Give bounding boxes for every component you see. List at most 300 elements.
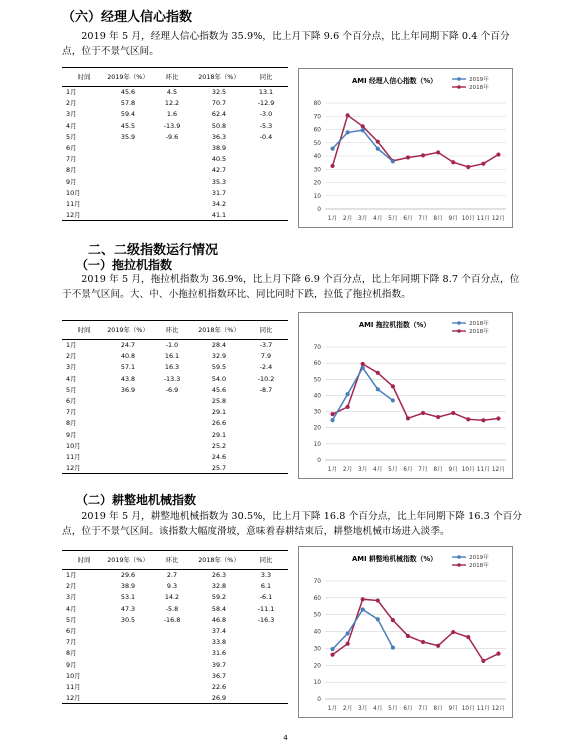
table-cell (150, 176, 194, 187)
table-cell: 41.1 (194, 210, 244, 221)
table-row (62, 659, 288, 670)
table-cell (150, 165, 194, 176)
data-point (330, 653, 334, 657)
data-point (406, 416, 410, 420)
table-cell: 40.8 (120, 352, 136, 361)
table-cell: 1.6 (166, 110, 178, 119)
x-tick-label: 5月 (388, 706, 398, 712)
data-point (451, 160, 455, 164)
table-row (62, 109, 288, 120)
table-cell (150, 429, 194, 440)
col-header: 时间 (62, 551, 106, 570)
table-cell: 11月 (66, 199, 81, 208)
data-point (376, 140, 380, 144)
table-cell: 6月 (66, 397, 77, 406)
table-cell: 33.8 (211, 638, 227, 647)
table-row (62, 142, 288, 153)
table-cell: 31.7 (211, 188, 227, 197)
y-tick-label: 80 (313, 101, 321, 107)
table-cell: 36.7 (211, 671, 227, 680)
table-cell: -12.9 (257, 99, 275, 108)
table-cell: 12.2 (164, 99, 180, 108)
table-cell (244, 395, 288, 406)
table-cell: -3.7 (259, 341, 273, 350)
table-row (62, 98, 288, 109)
data-point (361, 124, 365, 128)
x-tick-label: 1月 (327, 216, 338, 222)
table-cell: 34.2 (211, 199, 227, 208)
table-row (62, 463, 288, 474)
table-cell: 35.3 (211, 177, 227, 186)
table-cell: 4月 (66, 121, 77, 130)
table-cell: 40.5 (211, 155, 227, 164)
data-point (496, 416, 500, 420)
legend-marker (457, 555, 461, 559)
data-point (391, 384, 395, 388)
table-row (62, 395, 288, 406)
table-cell (106, 670, 150, 681)
x-tick-label: 8月 (433, 467, 443, 473)
y-tick-label: 40 (313, 154, 321, 160)
col-header: 2019年（%） (106, 321, 150, 340)
table-row (62, 340, 288, 351)
data-point (346, 642, 350, 646)
table-cell (150, 154, 194, 165)
data-point (391, 618, 395, 622)
table-cell (244, 681, 288, 692)
table-cell: 5月 (66, 385, 77, 394)
table-cell (106, 210, 150, 221)
x-tick-label: 10月 (461, 706, 475, 712)
table-cell: 26.9 (194, 693, 244, 704)
data-point (496, 652, 500, 656)
table-cell: -0.4 (259, 132, 273, 141)
table-cell: 59.4 (120, 110, 136, 119)
table-cell: 47.3 (120, 604, 136, 613)
table-row (62, 165, 288, 176)
x-tick-label: 11月 (476, 216, 490, 222)
table-cell: 11月 (66, 452, 81, 461)
col-header: 2018年（%） (194, 68, 244, 87)
table-cell: 7月 (66, 408, 77, 417)
table-cell: 16.3 (164, 363, 180, 372)
table-cell: 38.9 (211, 144, 227, 153)
data-point (346, 405, 350, 409)
table-cell: 8月 (66, 649, 77, 658)
x-tick-label: 12月 (491, 216, 506, 222)
col-header: 同比 (244, 321, 288, 340)
chart-manager-confidence (298, 68, 513, 228)
legend-marker (457, 321, 461, 325)
y-tick-label: 10 (313, 680, 321, 687)
table-row (62, 87, 288, 98)
table-cell (106, 142, 150, 153)
table-cell: 10月 (66, 441, 81, 450)
table-row (62, 603, 288, 614)
table-cell: 59.2 (211, 593, 227, 602)
table-cell (150, 440, 194, 451)
table-row (62, 362, 288, 373)
data-point (466, 635, 470, 639)
y-tick-label: 30 (313, 167, 321, 174)
table-cell (106, 693, 150, 704)
table-cell: -6.9 (165, 385, 179, 394)
table-cell: 57.8 (120, 99, 136, 108)
table-cell (244, 154, 288, 165)
table-cell: 22.6 (211, 682, 227, 691)
table-row (62, 187, 288, 198)
x-tick-label: 11月 (476, 706, 490, 712)
y-tick-label: 70 (313, 579, 321, 585)
table-cell: 3月 (66, 593, 77, 602)
legend-marker (457, 85, 461, 89)
chart-svg (299, 69, 514, 229)
y-tick-label: 20 (313, 180, 321, 187)
table-cell: 6.1 (260, 582, 272, 591)
col-header: 时间 (62, 68, 106, 87)
data-point (451, 630, 455, 634)
table-cell: 29.6 (120, 571, 136, 580)
table-cell: 62.4 (211, 110, 227, 119)
data-point (391, 398, 395, 402)
chart-tractor (298, 312, 513, 479)
table-row (62, 429, 288, 440)
table-tractor (62, 320, 288, 474)
x-tick-label: 4月 (373, 467, 383, 473)
table-cell: -1.0 (165, 341, 179, 350)
data-point (361, 597, 365, 601)
x-tick-label: 3月 (357, 467, 368, 473)
x-tick-label: 6月 (403, 216, 413, 222)
table-cell: 1月 (66, 88, 77, 97)
table-cell (106, 154, 150, 165)
x-tick-label: 1月 (327, 467, 338, 473)
table-cell: 12月 (62, 210, 106, 221)
data-point (376, 617, 380, 621)
y-tick-label: 50 (313, 140, 321, 147)
x-tick-label: 4月 (373, 216, 383, 222)
table-cell: 2月 (66, 99, 77, 108)
table-row (62, 681, 288, 692)
x-tick-label: 9月 (448, 467, 458, 473)
table-cell (244, 659, 288, 670)
table-cell: 3月 (66, 110, 77, 119)
col-header: 2019年（%） (106, 68, 150, 87)
table-cell (106, 418, 150, 429)
data-point (376, 598, 380, 602)
x-tick-label: 5月 (388, 467, 398, 473)
data-point (421, 411, 425, 415)
table-cell: 9.3 (166, 582, 178, 591)
table-cell: 6月 (66, 144, 77, 153)
y-tick-label: 30 (313, 646, 321, 653)
table-cell: 16.1 (164, 352, 180, 361)
table-cell (150, 625, 194, 636)
table-cell: 24.6 (211, 452, 227, 461)
section-heading-tillage: （二）耕整地机械指数 (76, 493, 197, 507)
table-cell: 70.7 (211, 99, 227, 108)
col-header: 2018年（%） (194, 321, 244, 340)
table-cell: -13.9 (163, 121, 181, 130)
table-cell (106, 165, 150, 176)
table-cell (244, 176, 288, 187)
x-tick-label: 9月 (448, 216, 458, 222)
table-row (62, 198, 288, 209)
table-cell: 26.3 (211, 571, 227, 580)
table-row (62, 373, 288, 384)
chart-title: AMI 拖拉机指数（%） (358, 321, 431, 329)
x-tick-label: 9月 (448, 706, 458, 712)
part-heading: 二、二级指数运行情况 (88, 243, 219, 258)
col-header: 2018年（%） (194, 551, 244, 570)
table-row (62, 637, 288, 648)
table-row (62, 131, 288, 142)
table-cell: 13.1 (258, 88, 274, 97)
table-cell (150, 648, 194, 659)
chart-tillage (298, 546, 513, 718)
y-tick-label: 50 (313, 612, 321, 619)
data-point (330, 146, 334, 150)
table-cell: 9月 (66, 660, 77, 669)
table-cell: 6月 (66, 627, 77, 636)
table-cell (244, 407, 288, 418)
table-cell: 28.4 (211, 341, 227, 350)
table-cell: 1月 (66, 341, 77, 350)
table-cell (150, 142, 194, 153)
table-cell (150, 681, 194, 692)
legend-label: 2019年 (469, 555, 489, 561)
table-cell (150, 418, 194, 429)
table-cell: 10月 (66, 188, 81, 197)
col-header: 环比 (150, 551, 194, 570)
table-cell (244, 451, 288, 462)
x-tick-label: 2月 (342, 467, 353, 473)
table-cell: 7.9 (260, 352, 272, 361)
table-cell: 36.9 (120, 385, 136, 394)
table-cell (244, 463, 288, 474)
table-cell: 4.5 (166, 88, 178, 97)
table-cell (106, 637, 150, 648)
data-point (361, 366, 365, 370)
x-tick-label: 12月 (491, 706, 506, 712)
data-point (376, 147, 380, 151)
table-cell (150, 659, 194, 670)
legend-label: 2018年 (469, 85, 489, 91)
chart-title: AMI 耕整地机械指数（%） (352, 555, 437, 563)
data-point (346, 113, 350, 117)
data-point (391, 159, 395, 163)
x-tick-label: 8月 (433, 216, 443, 222)
table-cell: 2月 (66, 582, 77, 591)
y-tick-label: 10 (313, 441, 321, 448)
legend-label: 2018年 (469, 329, 489, 335)
data-point (330, 647, 334, 651)
table-cell: -8.7 (259, 385, 273, 394)
y-tick-label: 20 (313, 663, 321, 670)
series-line (333, 368, 393, 420)
x-tick-label: 7月 (418, 216, 428, 222)
x-tick-label: 4月 (373, 706, 383, 712)
table-cell (244, 418, 288, 429)
table-row (62, 407, 288, 418)
table-row (62, 581, 288, 592)
table-cell (244, 187, 288, 198)
col-header: 同比 (244, 68, 288, 87)
data-point (361, 607, 365, 611)
data-point (481, 162, 485, 166)
data-point (376, 371, 380, 375)
table-cell (244, 165, 288, 176)
table-cell: 7月 (66, 638, 77, 647)
table-cell: 24.7 (120, 341, 136, 350)
table-row (62, 592, 288, 603)
section-heading-manager-confidence: （六）经理人信心指数 (62, 10, 193, 25)
table-cell: 38.9 (120, 582, 136, 591)
table-cell (106, 625, 150, 636)
table-cell: 29.1 (211, 408, 227, 417)
legend-marker (457, 329, 461, 333)
table-row (62, 210, 288, 221)
table-cell: -5.8 (165, 604, 179, 613)
table-cell: 25.8 (211, 397, 227, 406)
legend-marker (457, 77, 461, 81)
data-point (436, 150, 440, 154)
y-tick-label: 40 (313, 629, 321, 636)
table-tillage (62, 550, 288, 704)
table-cell: 30.5 (120, 615, 136, 624)
table-cell (150, 670, 194, 681)
x-tick-label: 10月 (461, 467, 475, 473)
y-tick-label: 60 (313, 595, 321, 602)
data-point (436, 415, 440, 419)
table-cell: 45.5 (120, 121, 136, 130)
data-point (406, 155, 410, 159)
table-row (62, 693, 288, 704)
data-point (346, 631, 350, 635)
x-tick-label: 11月 (476, 467, 490, 473)
table-cell: 4月 (66, 604, 77, 613)
table-cell (244, 670, 288, 681)
table-cell: 2.7 (166, 571, 178, 580)
table-cell (106, 451, 150, 462)
table-cell (244, 625, 288, 636)
table-row (62, 351, 288, 362)
paragraph-manager-confidence: 2019 年 5 月，经理人信心指数为 35.9%，比上月下降 9.6 个百分点，比上年同期下降 0.4 个百分点，位于不景气区间。 (62, 31, 510, 57)
table-row (62, 451, 288, 462)
y-tick-label: 0 (317, 207, 321, 213)
table-cell (106, 198, 150, 209)
table-cell: 43.8 (120, 374, 136, 383)
table-cell (244, 210, 288, 221)
table-cell (244, 440, 288, 451)
table-cell: -10.2 (257, 374, 275, 383)
chart-svg (299, 547, 514, 719)
table-cell: 54.0 (211, 374, 227, 383)
y-tick-label: 70 (313, 114, 321, 121)
series-line (333, 115, 499, 167)
table-cell: 1月 (66, 571, 77, 580)
table-manager-confidence (62, 67, 288, 221)
y-tick-label: 70 (313, 345, 321, 351)
table-cell: 32.9 (211, 352, 227, 361)
table-cell: 32.8 (211, 582, 227, 591)
data-point (330, 164, 334, 168)
x-tick-label: 3月 (357, 706, 368, 712)
data-point (481, 659, 485, 663)
table-cell: 36.3 (211, 132, 227, 141)
x-tick-label: 6月 (403, 706, 413, 712)
table-cell (106, 681, 150, 692)
table-cell (106, 463, 150, 474)
table-cell (244, 142, 288, 153)
table-cell: -3.0 (259, 110, 273, 119)
table-cell (106, 395, 150, 406)
table-cell: 46.8 (211, 615, 227, 624)
table-cell (106, 429, 150, 440)
x-tick-label: 2月 (342, 216, 353, 222)
table-cell (150, 637, 194, 648)
table-cell: 8月 (66, 166, 77, 175)
table-cell (150, 463, 194, 474)
table-cell: 14.2 (164, 593, 180, 602)
x-tick-label: 1月 (327, 706, 338, 712)
x-tick-label: 12月 (491, 467, 506, 473)
y-tick-label: 0 (317, 697, 321, 703)
data-point (391, 645, 395, 649)
data-point (361, 128, 365, 132)
table-cell: 25.2 (211, 441, 227, 450)
x-tick-label: 3月 (357, 216, 368, 222)
table-cell (106, 659, 150, 670)
table-cell: 58.4 (211, 604, 227, 613)
paragraph-tractor: 2019 年 5 月，拖拉机指数为 36.9%，比上月下降 6.9 个百分点，比上年同期下降 8.7 个百分点，位于不景气区间。大、中、小拖拉机指数环比、同比同时下跌，拉低了拖拉机指数。 (62, 274, 520, 300)
table-cell (244, 637, 288, 648)
x-tick-label: 7月 (418, 467, 428, 473)
table-cell: 25.7 (194, 463, 244, 474)
table-row (62, 614, 288, 625)
table-row (62, 625, 288, 636)
table-row (62, 120, 288, 131)
table-cell: -16.3 (257, 615, 275, 624)
x-tick-label: 8月 (433, 706, 443, 712)
x-tick-label: 5月 (388, 216, 398, 222)
y-tick-label: 20 (313, 425, 321, 432)
table-cell (150, 198, 194, 209)
y-tick-label: 60 (313, 361, 321, 368)
x-tick-label: 7月 (418, 706, 428, 712)
data-point (330, 418, 334, 422)
table-cell (106, 648, 150, 659)
table-cell (244, 198, 288, 209)
data-point (346, 130, 350, 134)
table-cell: 7月 (66, 155, 77, 164)
paragraph-tillage: 2019 年 5 月，耕整地机械指数为 30.5%，比上月下降 16.8 个百分点，比上年同期下降 16.3 个百分点，位于不景气区间。该指数大幅度滑坡，意味着春耕结束后，耕整地机械市场进入淡季。 (62, 511, 523, 537)
data-point (466, 165, 470, 169)
table-cell: 8月 (66, 419, 77, 428)
table-cell: 2月 (66, 352, 77, 361)
table-row (62, 570, 288, 581)
table-cell: 4月 (66, 374, 77, 383)
x-tick-label: 2月 (342, 706, 353, 712)
table-cell: 10月 (66, 671, 81, 680)
table-row (62, 176, 288, 187)
data-point (481, 418, 485, 422)
table-cell: 45.6 (120, 88, 136, 97)
table-cell: 50.8 (211, 121, 227, 130)
col-header: 时间 (62, 321, 106, 340)
table-cell (106, 176, 150, 187)
data-point (421, 153, 425, 157)
